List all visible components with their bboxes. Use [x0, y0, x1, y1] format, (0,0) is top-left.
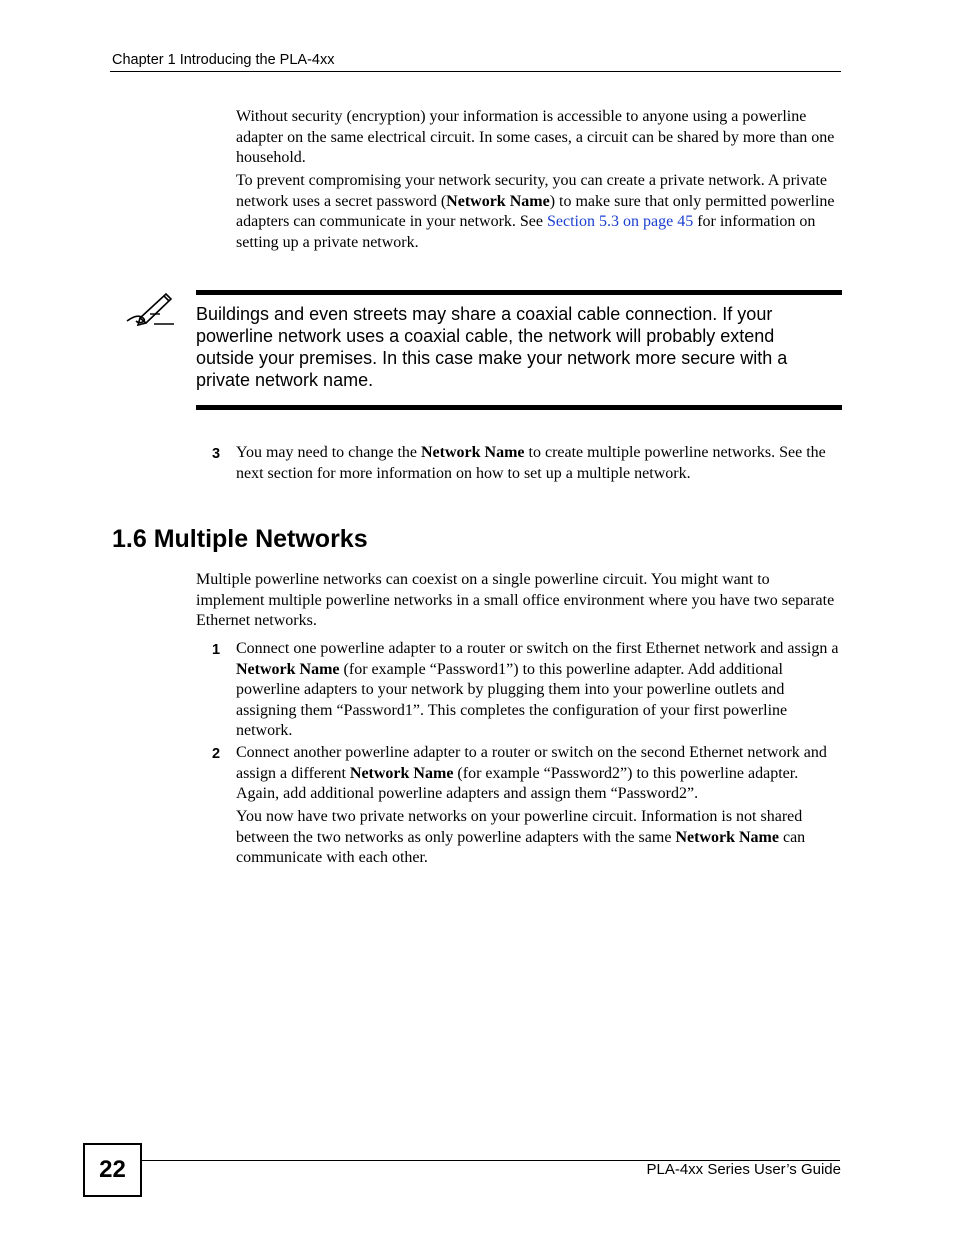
step-3-text: You may need to change the Network Name to create multiple powerline networks. See the next section for more information on how to set up a multiple network. — [236, 444, 826, 482]
note-bottom-rule — [196, 405, 842, 410]
intro-paragraph-1: Without security (encryption) your information is accessible to anyone using a powerline adapter on the same electrical circuit. In some cases, a circuit can be shared by more than one household. — [236, 108, 835, 167]
note-text: Buildings and even streets may share a coaxial cable connection. If your powerline network uses a coaxial cable, the network will probably extend outside your premises. In this case make your network more secure with a private network name. — [196, 304, 788, 390]
guide-title: PLA-4xx Series User’s Guide — [646, 1161, 841, 1178]
network-name-term: Network Name — [349, 764, 454, 782]
step-1-text: Connect one powerline adapter to a router or switch on the first Ethernet network and assign a Network Name (for example “Password1”) to this powerline adapter. Add additional powerline adapters to your network by plugging them into your powerline outlets and assigning them “Password1”. This completes the configuration of your first powerline network. — [236, 640, 839, 740]
section-intro: Multiple powerline networks can coexist on a single powerline circuit. You might want to implement multiple powerline networks in a small office environment where you have two separate Ethernet networks. — [196, 571, 835, 630]
running-header: Chapter 1 Introducing the PLA-4xx — [112, 52, 335, 68]
section-title: 1.6 Multiple Networks — [112, 525, 368, 553]
note-top-rule — [196, 290, 842, 295]
step-number: 1 — [212, 642, 221, 658]
network-name-term: Network Name — [675, 828, 779, 846]
section-5-3-link[interactable]: Section 5.3 on page 45 — [547, 213, 694, 231]
header-rule — [110, 71, 841, 72]
step-2-text: Connect another powerline adapter to a router or switch on the second Ethernet network and assign a different Network Name (for example “Password2”) to this powerline adapter. Again, add additional powerline adapters and assign them “Password2”. — [236, 744, 827, 803]
intro-paragraph-2: To prevent compromising your network security, you can create a private network. A private network uses a secret password (Network Name) to make sure that only permitted powerline adapters can communicate in your network. See Section 5.3 on page 45 for information on setting up a private network. — [236, 172, 835, 251]
page-number: 22 — [83, 1143, 142, 1197]
note-pencil-icon — [124, 288, 176, 328]
step-number: 2 — [212, 746, 221, 762]
step-number: 3 — [212, 446, 221, 462]
closing-paragraph: You now have two private networks on your powerline circuit. Information is not shared between the two networks as only powerline adapters with the same Network Name can communicate with each other. — [236, 808, 806, 867]
network-name-term: Network Name — [421, 444, 525, 461]
network-name-term: Network Name — [446, 192, 550, 210]
network-name-term: Network Name — [236, 660, 340, 678]
